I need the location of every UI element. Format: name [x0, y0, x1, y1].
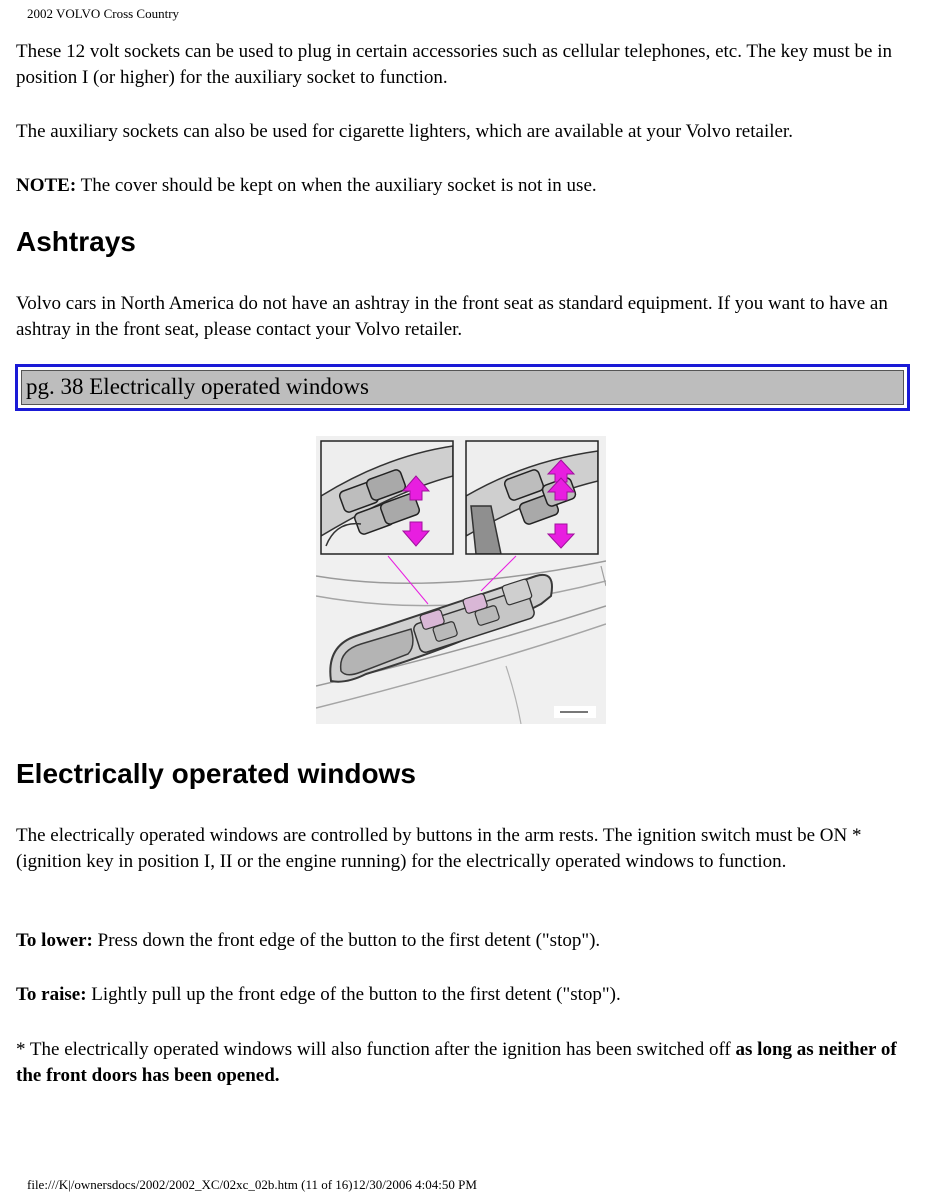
windows-paragraph: The electrically operated windows are controlled by buttons in the arm rests. The ignition switch must be ON * (ignition key in position I, II or the engine running) for the electrically operated windows to function.: [16, 825, 862, 872]
ashtrays-paragraph: Volvo cars in North America do not have an ashtray in the front seat as standard equipment. If you want to have an ashtray in the front seat, please contact your Volvo retailer.: [16, 293, 888, 340]
sockets-paragraph-1: These 12 volt sockets can be used to plug in certain accessories such as cellular telephones, etc. The key must be in position I (or higher) for the auxiliary socket to function.: [16, 41, 893, 88]
document-footer-path: file:///K|/ownersdocs/2002/2002_XC/02xc_02b.htm (11 of 16)12/30/2006 4:04:50 PM: [27, 1177, 477, 1192]
windows-heading: Electrically operated windows: [16, 758, 416, 789]
to-lower-instruction: [16, 928, 916, 954]
to-lower-text: Press down the front edge of the button to the first detent ("stop").: [92, 930, 601, 951]
right-zoom-inset: [466, 441, 598, 554]
page-banner-text: pg. 38 Electrically operated windows: [26, 374, 369, 399]
to-raise-label: To raise:: [16, 984, 87, 1005]
footnote-text: * The electrically operated windows will also function after the ignition has been switched off: [16, 1039, 736, 1060]
note-text: The cover should be kept on when the auxiliary socket is not in use.: [76, 175, 597, 196]
document-header: 2002 VOLVO Cross Country: [27, 6, 180, 21]
footnote-bold-text: as long as neither of the front doors has been opened.: [16, 1039, 897, 1086]
left-zoom-inset: [321, 441, 453, 554]
to-raise-instruction: [16, 982, 916, 1008]
note-label: NOTE:: [16, 175, 77, 196]
page-banner-inner: [21, 370, 904, 405]
window-switch-illustration: [316, 436, 606, 724]
to-lower-label: To lower:: [16, 930, 93, 951]
page-banner: [15, 364, 910, 411]
sockets-note: [16, 173, 916, 199]
ashtrays-heading: Ashtrays: [16, 226, 136, 257]
to-raise-text: Lightly pull up the front edge of the button to the first detent ("stop").: [86, 984, 621, 1005]
windows-footnote: [16, 1037, 916, 1089]
sockets-paragraph-2: The auxiliary sockets can also be used for cigarette lighters, which are available at your Volvo retailer.: [16, 121, 793, 142]
